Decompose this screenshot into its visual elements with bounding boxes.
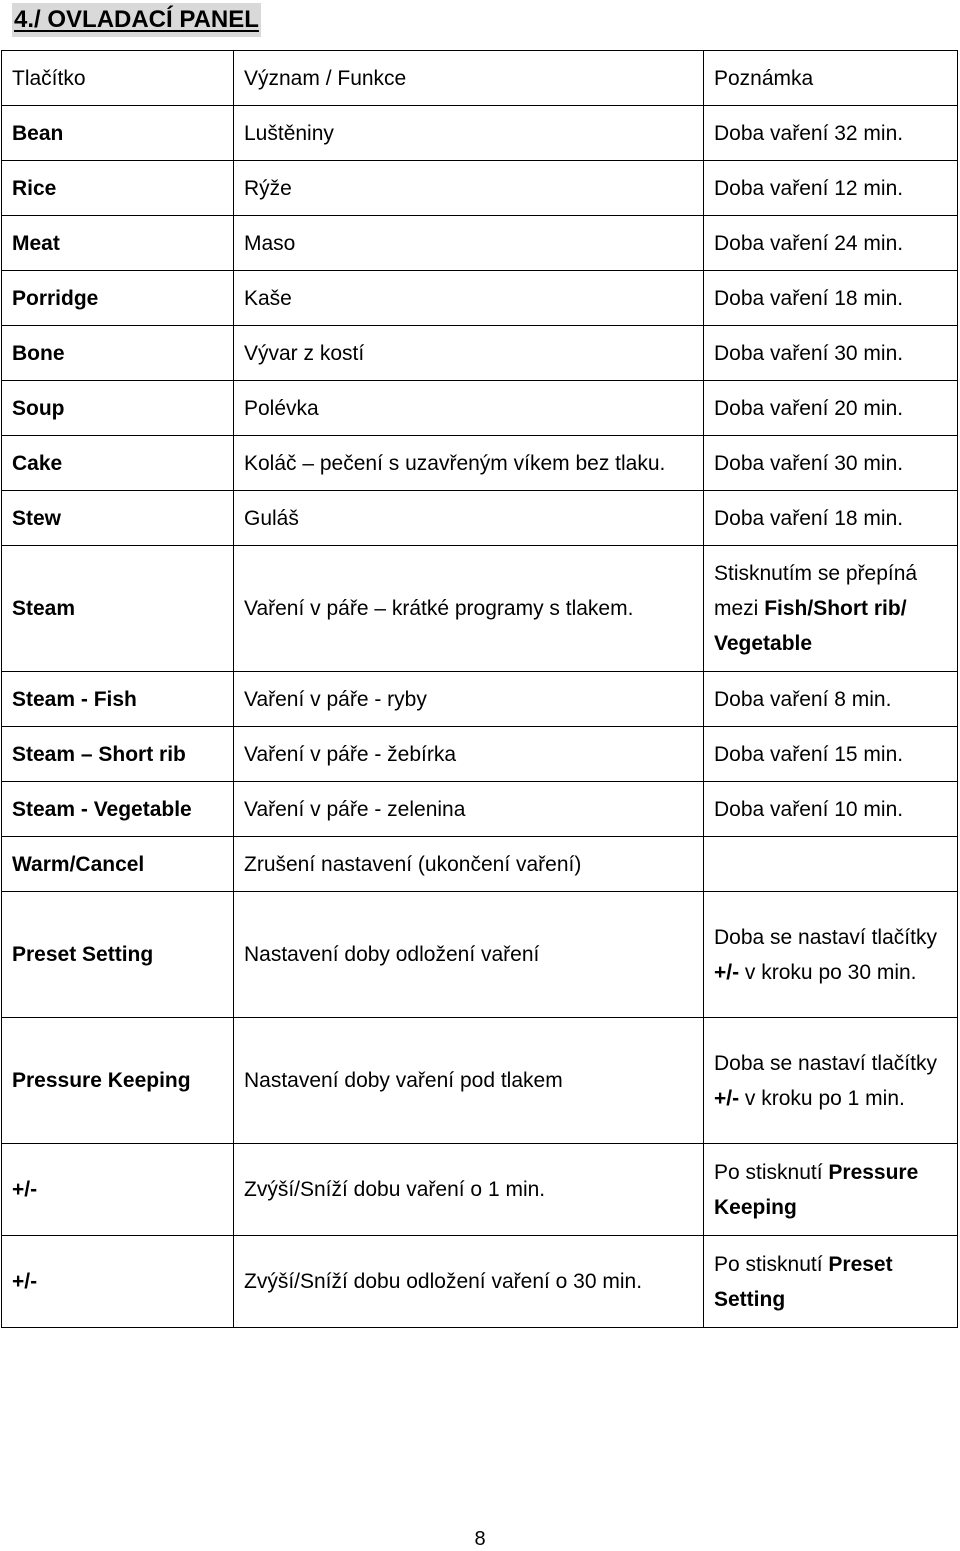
button-note: [704, 1144, 958, 1236]
section-heading: 4./ OVLADACÍ PANEL: [12, 3, 261, 37]
button-note: [704, 1018, 958, 1144]
button-name: Bean: [2, 106, 234, 161]
button-note: Doba vaření 18 min.: [704, 271, 958, 326]
column-header-function: Význam / Funkce: [234, 51, 704, 106]
table-header-row: [2, 51, 958, 106]
table-row: [2, 1018, 958, 1144]
column-header-note: Poznámka: [704, 51, 958, 106]
button-note: Doba vaření 15 min.: [704, 727, 958, 782]
button-function: Zvýší/Sníží dobu odložení vaření o 30 min.: [234, 1236, 704, 1328]
button-function: Zrušení nastavení (ukončení vaření): [234, 837, 704, 892]
button-function: Vaření v páře – krátké programy s tlakem.: [234, 546, 704, 672]
button-function: Nastavení doby odložení vaření: [234, 892, 704, 1018]
button-function: Kaše: [234, 271, 704, 326]
button-function: Zvýší/Sníží dobu vaření o 1 min.: [234, 1144, 704, 1236]
button-function: Nastavení doby vaření pod tlakem: [234, 1018, 704, 1144]
button-name: Cake: [2, 436, 234, 491]
note-bold-text: +/-: [714, 1086, 740, 1110]
button-name: Steam: [2, 546, 234, 672]
note-text: v kroku po 30 min.: [739, 960, 917, 984]
button-name: Preset Setting: [2, 892, 234, 1018]
button-note: [704, 892, 958, 1018]
note-text: v kroku po 1 min.: [739, 1086, 905, 1110]
button-name: Rice: [2, 161, 234, 216]
button-name: +/-: [2, 1144, 234, 1236]
table-row: [2, 161, 958, 216]
table-row: [2, 782, 958, 837]
button-note: Doba vaření 10 min.: [704, 782, 958, 837]
table-row: [2, 1144, 958, 1236]
table-row: [2, 491, 958, 546]
table-row: [2, 1236, 958, 1328]
button-name: Steam – Short rib: [2, 727, 234, 782]
button-name: Steam - Vegetable: [2, 782, 234, 837]
button-note: [704, 837, 958, 892]
button-name: Stew: [2, 491, 234, 546]
control-panel-table: [1, 50, 958, 1328]
button-function: Vaření v páře - žebírka: [234, 727, 704, 782]
button-name: Steam - Fish: [2, 672, 234, 727]
note-text: Po stisknutí: [714, 1160, 829, 1184]
note-bold-text: Fish/Short rib/ Vegetable: [714, 597, 907, 655]
note-text: Po stisknutí: [714, 1252, 829, 1276]
button-function: Vaření v páře - ryby: [234, 672, 704, 727]
table-row: [2, 271, 958, 326]
button-name: Soup: [2, 381, 234, 436]
button-function: Vývar z kostí: [234, 326, 704, 381]
button-name: Pressure Keeping: [2, 1018, 234, 1144]
table-row: [2, 216, 958, 271]
table-row: [2, 106, 958, 161]
table-row: [2, 892, 958, 1018]
button-name: Meat: [2, 216, 234, 271]
button-note: Doba vaření 8 min.: [704, 672, 958, 727]
note-text: Stisknutím se přepíná mezi: [714, 562, 918, 620]
button-note: [704, 546, 958, 672]
table-row: [2, 326, 958, 381]
button-function: Rýže: [234, 161, 704, 216]
note-text: Doba se nastaví tlačítky: [714, 925, 937, 949]
button-note: Doba vaření 18 min.: [704, 491, 958, 546]
button-note: [704, 1236, 958, 1328]
button-name: +/-: [2, 1236, 234, 1328]
table-row: [2, 381, 958, 436]
note-bold-text: +/-: [714, 960, 740, 984]
button-note: Doba vaření 32 min.: [704, 106, 958, 161]
note-text: Doba se nastaví tlačítky: [714, 1051, 937, 1075]
button-note: Doba vaření 20 min.: [704, 381, 958, 436]
button-function: Polévka: [234, 381, 704, 436]
button-function: Maso: [234, 216, 704, 271]
page-number: 8: [474, 1528, 486, 1550]
button-note: Doba vaření 12 min.: [704, 161, 958, 216]
button-function: Guláš: [234, 491, 704, 546]
button-note: Doba vaření 30 min.: [704, 436, 958, 491]
button-function: Luštěniny: [234, 106, 704, 161]
button-name: Warm/Cancel: [2, 837, 234, 892]
table-row: [2, 837, 958, 892]
button-name: Bone: [2, 326, 234, 381]
table-row: [2, 727, 958, 782]
button-note: Doba vaření 30 min.: [704, 326, 958, 381]
button-function: Vaření v páře - zelenina: [234, 782, 704, 837]
note-bold-text: Pressure Keeping: [714, 1160, 919, 1219]
note-bold-text: Preset Setting: [714, 1252, 893, 1311]
table-row: [2, 436, 958, 491]
column-header-button: Tlačítko: [2, 51, 234, 106]
table-row: [2, 546, 958, 672]
table-row: [2, 672, 958, 727]
button-name: Porridge: [2, 271, 234, 326]
button-function: Koláč – pečení s uzavřeným víkem bez tlaku.: [234, 436, 704, 491]
button-note: Doba vaření 24 min.: [704, 216, 958, 271]
